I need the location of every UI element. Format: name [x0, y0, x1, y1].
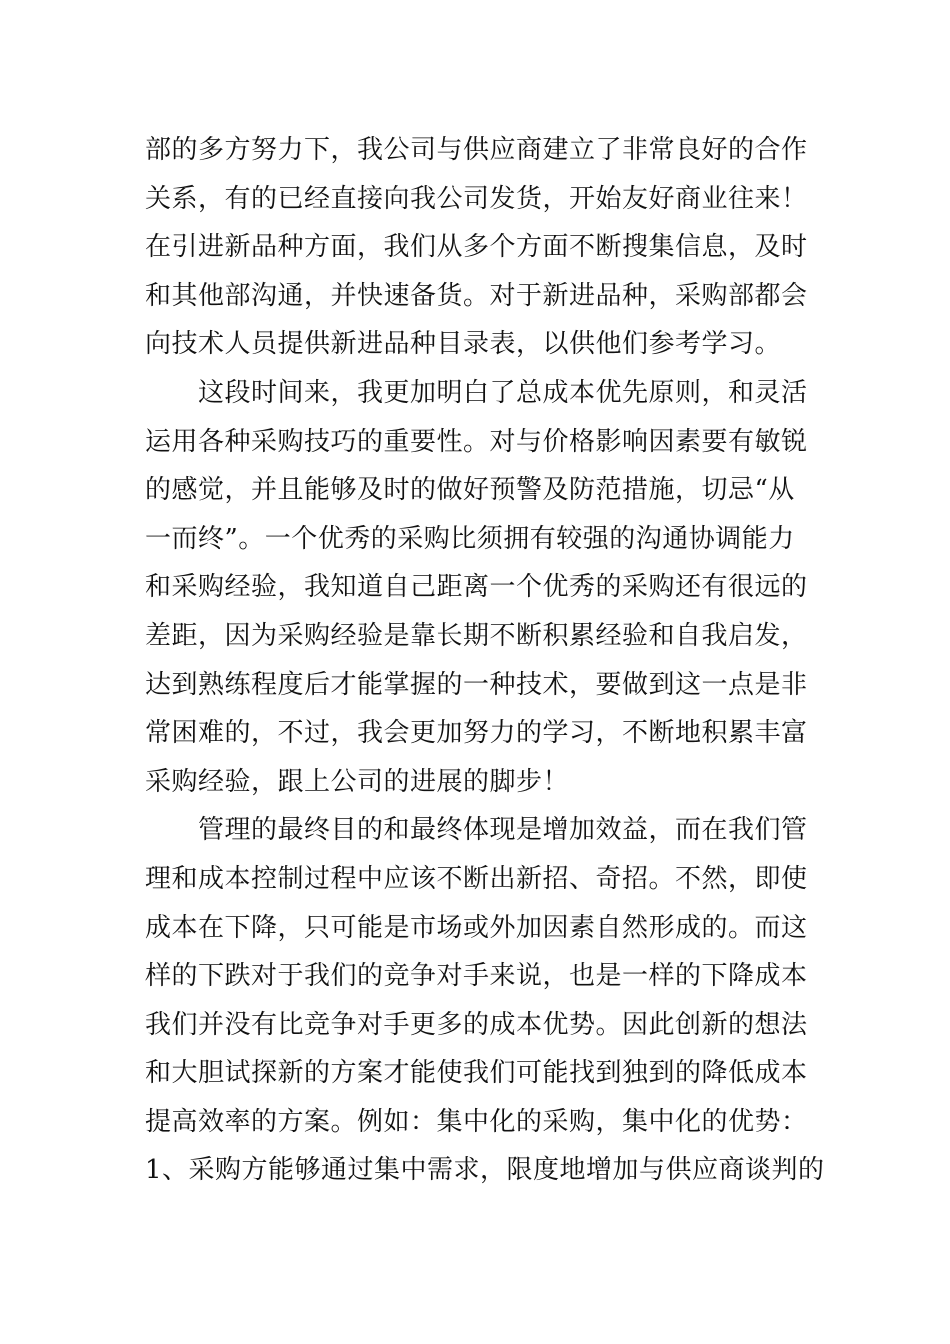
- text-line: 理和成本控制过程中应该不断出新招、奇招。不然，即使: [145, 863, 808, 894]
- text-line: 和大胆试探新的方案才能使我们可能找到独到的降低成本: [145, 1058, 808, 1089]
- text-line: 的感觉，并且能够及时的做好预警及防范措施，切忌“从: [145, 475, 795, 506]
- text-line: 1、采购方能够通过集中需求，限度地增加与供应商谈判的: [145, 1155, 825, 1186]
- text-line: 在引进新品种方面，我们从多个方面不断搜集信息，及时: [145, 232, 808, 263]
- text-line: 运用各种采购技巧的重要性。对与价格影响因素要有敏锐: [145, 426, 808, 457]
- text-line: 采购经验，跟上公司的进展的脚步！: [145, 766, 570, 797]
- text-line: 成本在下降，只可能是市场或外加因素自然形成的。而这: [145, 912, 808, 943]
- text-line: 和其他部沟通，并快速备货。对于新进品种，采购部都会: [145, 280, 808, 311]
- text-line: 向技术人员提供新进品种目录表，以供他们参考学习。: [145, 329, 782, 360]
- text-line: 部的多方努力下，我公司与供应商建立了非常良好的合作: [145, 135, 808, 165]
- paragraph-first-line: 管理的最终目的和最终体现是增加效益，而在我们管: [198, 815, 808, 846]
- text-line: 我们并没有比竞争对手更多的成本优势。因此创新的想法: [145, 1009, 808, 1040]
- text-line: 提高效率的方案。例如：集中化的采购，集中化的优势：: [145, 1106, 808, 1137]
- text-line: 差距，因为采购经验是靠长期不断积累经验和自我启发，: [145, 620, 808, 651]
- paragraph-first-line: 这段时间来，我更加明白了总成本优先原则，和灵活: [198, 377, 808, 408]
- text-line: 达到熟练程度后才能掌握的一种技术，要做到这一点是非: [145, 669, 808, 700]
- text-line: 和采购经验，我知道自己距离一个优秀的采购还有很远的: [145, 572, 808, 603]
- text-line: 样的下跌对于我们的竞争对手来说，也是一样的下降成本: [145, 961, 808, 992]
- body-text: [145, 126, 825, 1195]
- text-line: 关系，有的已经直接向我公司发货，开始友好商业往来！: [145, 183, 808, 214]
- text-line: 常困难的，不过，我会更加努力的学习，不断地积累丰富: [145, 718, 808, 749]
- text-line: 一而终”。一个优秀的采购比须拥有较强的沟通协调能力: [145, 523, 795, 554]
